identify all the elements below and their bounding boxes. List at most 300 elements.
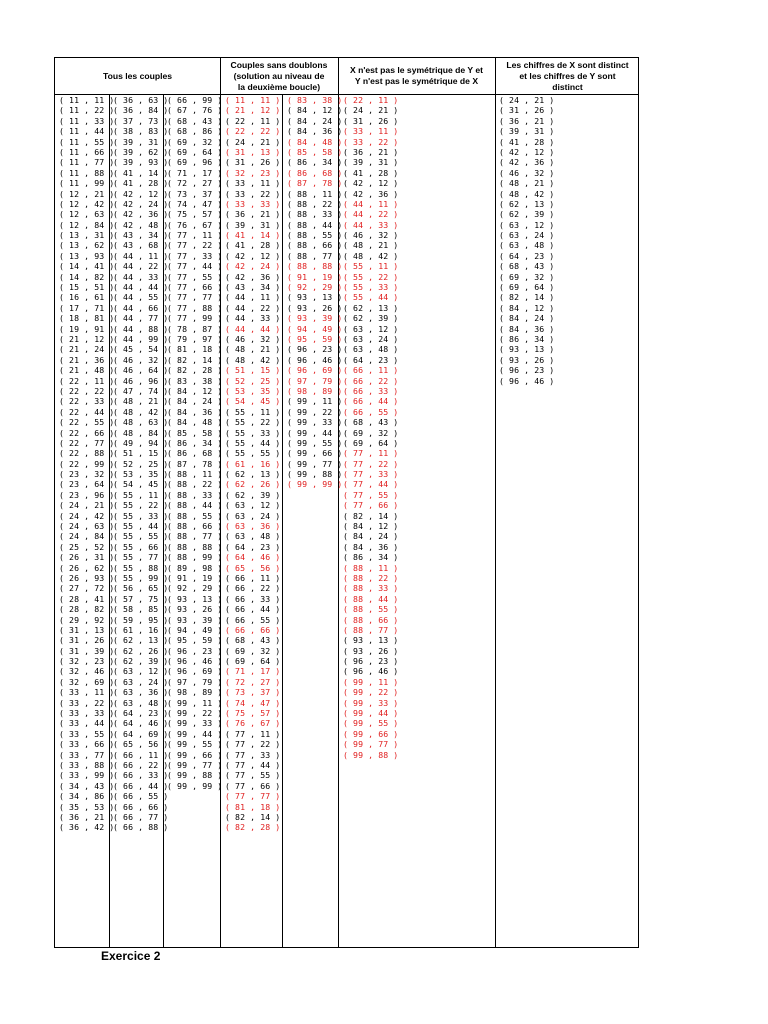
pair-cell: ( 41 , 28 ) [499, 136, 555, 147]
pair-cell: ( 86 , 68 ) [167, 448, 223, 459]
pair-cell: ( 44 , 11 ) [225, 292, 281, 303]
pair-cell: ( 88 , 77 ) [167, 531, 223, 542]
pair-cell: ( 24 , 84 ) [59, 531, 115, 542]
pair-cell: ( 68 , 43 ) [167, 115, 223, 126]
pair-cell: ( 63 , 36 ) [113, 687, 169, 698]
pair-cell: ( 39 , 31 ) [343, 157, 399, 168]
pair-cell: ( 66 , 55 ) [113, 791, 169, 802]
pair-cell: ( 39 , 31 ) [499, 126, 555, 137]
pair-cell: ( 99 , 33 ) [343, 697, 399, 708]
pair-cell: ( 88 , 11 ) [343, 562, 399, 573]
pair-cell: ( 55 , 11 ) [225, 406, 281, 417]
pair-cell: ( 69 , 32 ) [225, 645, 281, 656]
pair-cell: ( 55 , 99 ) [113, 572, 169, 583]
pair-cell: ( 86 , 34 ) [287, 157, 343, 168]
pair-cell: ( 73 , 37 ) [167, 188, 223, 199]
pair-cell: ( 14 , 41 ) [59, 261, 115, 272]
pair-cell: ( 61 , 16 ) [225, 458, 281, 469]
pair-cell: ( 96 , 46 ) [167, 656, 223, 667]
pair-cell: ( 84 , 12 ) [167, 385, 223, 396]
pair-cell: ( 55 , 44 ) [343, 292, 399, 303]
pair-cell: ( 41 , 14 ) [225, 230, 281, 241]
pair-cell: ( 77 , 44 ) [167, 261, 223, 272]
pair-cell: ( 63 , 24 ) [225, 510, 281, 521]
pair-cell: ( 99 , 11 ) [287, 396, 343, 407]
pair-cell: ( 95 , 59 ) [167, 635, 223, 646]
pair-cell: ( 96 , 23 ) [499, 365, 555, 376]
pair-cell: ( 93 , 13 ) [343, 635, 399, 646]
pair-cell: ( 64 , 69 ) [113, 728, 169, 739]
pair-cell: ( 69 , 32 ) [167, 136, 223, 147]
pair-cell: ( 31 , 26 ) [499, 105, 555, 116]
pair-cell: ( 36 , 21 ) [225, 209, 281, 220]
pair-cell: ( 26 , 93 ) [59, 572, 115, 583]
pair-cell: ( 99 , 55 ) [343, 718, 399, 729]
pair-cell: ( 32 , 46 ) [59, 666, 115, 677]
pair-cell: ( 77 , 44 ) [343, 479, 399, 490]
pair-cell: ( 64 , 46 ) [113, 718, 169, 729]
pair-cell: ( 62 , 13 ) [343, 302, 399, 313]
pair-cell: ( 43 , 68 ) [113, 240, 169, 251]
pair-cell: ( 64 , 23 ) [225, 541, 281, 552]
pair-cell: ( 48 , 42 ) [225, 354, 281, 365]
pair-cell: ( 77 , 66 ) [167, 282, 223, 293]
column-divider [495, 58, 496, 947]
pair-cell: ( 33 , 22 ) [343, 136, 399, 147]
pair-cell: ( 22 , 55 ) [59, 417, 115, 428]
header-not-symmetric: X n'est pas le symétrique de Y et Y n'est pas le symétrique de X [349, 65, 484, 86]
pair-cell: ( 77 , 33 ) [343, 469, 399, 480]
all-pairs-column-3 [167, 95, 222, 791]
pair-cell: ( 96 , 69 ) [287, 365, 343, 376]
pair-cell: ( 91 , 19 ) [287, 271, 343, 282]
pair-cell: ( 88 , 88 ) [287, 261, 343, 272]
pair-cell: ( 94 , 49 ) [287, 323, 343, 334]
pair-cell: ( 99 , 33 ) [167, 718, 223, 729]
pair-cell: ( 33 , 99 ) [59, 770, 115, 781]
pair-cell: ( 99 , 55 ) [167, 739, 223, 750]
pair-cell: ( 66 , 33 ) [113, 770, 169, 781]
pair-cell: ( 88 , 44 ) [287, 219, 343, 230]
pair-cell: ( 81 , 18 ) [167, 344, 223, 355]
pair-cell: ( 44 , 33 ) [343, 219, 399, 230]
pair-cell: ( 99 , 22 ) [167, 708, 223, 719]
pair-cell: ( 26 , 62 ) [59, 562, 115, 573]
pair-cell: ( 31 , 26 ) [343, 115, 399, 126]
pair-cell: ( 25 , 52 ) [59, 541, 115, 552]
pair-cell: ( 63 , 36 ) [225, 521, 281, 532]
pair-cell: ( 48 , 21 ) [343, 240, 399, 251]
pair-cell: ( 55 , 55 ) [113, 531, 169, 542]
pair-cell: ( 88 , 33 ) [343, 583, 399, 594]
pair-cell: ( 88 , 22 ) [287, 198, 343, 209]
pair-cell: ( 77 , 22 ) [225, 739, 281, 750]
header-row [55, 58, 638, 95]
pair-cell: ( 12 , 21 ) [59, 188, 115, 199]
pair-cell: ( 17 , 71 ) [59, 302, 115, 313]
pair-cell: ( 64 , 23 ) [499, 250, 555, 261]
pair-cell: ( 99 , 77 ) [287, 458, 343, 469]
pair-cell: ( 66 , 44 ) [113, 780, 169, 791]
pair-cell: ( 46 , 32 ) [113, 354, 169, 365]
pair-cell: ( 51 , 15 ) [113, 448, 169, 459]
pair-cell: ( 66 , 99 ) [167, 95, 223, 105]
pair-cell: ( 66 , 66 ) [113, 801, 169, 812]
pair-cell: ( 41 , 28 ) [225, 240, 281, 251]
pair-cell: ( 62 , 39 ) [225, 489, 281, 500]
pair-cell: ( 96 , 23 ) [343, 656, 399, 667]
pair-cell: ( 11 , 11 ) [59, 95, 115, 105]
pair-cell: ( 22 , 99 ) [59, 458, 115, 469]
pair-cell: ( 11 , 44 ) [59, 126, 115, 137]
pair-cell: ( 77 , 44 ) [225, 760, 281, 770]
pair-cell: ( 44 , 22 ) [343, 209, 399, 220]
pair-cell: ( 84 , 48 ) [287, 136, 343, 147]
pair-cell: ( 99 , 11 ) [167, 697, 223, 708]
pair-cell: ( 62 , 39 ) [113, 656, 169, 667]
pair-cell: ( 74 , 47 ) [225, 697, 281, 708]
pair-cell: ( 54 , 45 ) [225, 396, 281, 407]
pair-cell: ( 22 , 22 ) [225, 126, 281, 137]
pair-cell: ( 99 , 55 ) [287, 437, 343, 448]
pair-cell: ( 46 , 32 ) [343, 230, 399, 241]
pair-cell: ( 48 , 42 ) [343, 250, 399, 261]
pair-cell: ( 41 , 28 ) [113, 178, 169, 189]
pair-cell: ( 32 , 23 ) [59, 656, 115, 667]
pair-cell: ( 84 , 36 ) [287, 126, 343, 137]
pair-cell: ( 76 , 67 ) [225, 718, 281, 729]
pair-cell: ( 21 , 36 ) [59, 354, 115, 365]
pair-cell: ( 77 , 99 ) [167, 313, 223, 324]
pair-cell: ( 66 , 11 ) [343, 365, 399, 376]
pair-cell: ( 21 , 12 ) [225, 105, 281, 116]
pair-cell: ( 52 , 25 ) [113, 458, 169, 469]
pair-cell: ( 11 , 77 ) [59, 157, 115, 168]
pair-cell: ( 94 , 49 ) [167, 624, 223, 635]
pair-cell: ( 66 , 22 ) [225, 583, 281, 594]
header-all-pairs: Tous les couples [102, 70, 173, 81]
pair-cell: ( 77 , 22 ) [343, 458, 399, 469]
pair-cell: ( 24 , 21 ) [343, 105, 399, 116]
pair-cell: ( 65 , 56 ) [225, 562, 281, 573]
pair-cell: ( 59 , 95 ) [113, 614, 169, 625]
pair-cell: ( 88 , 88 ) [167, 541, 223, 552]
pair-cell: ( 29 , 92 ) [59, 614, 115, 625]
pair-cell: ( 33 , 44 ) [59, 718, 115, 729]
pair-cell: ( 52 , 25 ) [225, 375, 281, 386]
pair-cell: ( 77 , 11 ) [225, 728, 281, 739]
pair-cell: ( 62 , 39 ) [343, 313, 399, 324]
distinct-digits-column [499, 95, 554, 386]
pair-cell: ( 82 , 14 ) [167, 354, 223, 365]
pair-cell: ( 26 , 31 ) [59, 552, 115, 563]
pair-cell: ( 44 , 22 ) [225, 302, 281, 313]
pair-cell: ( 96 , 23 ) [167, 645, 223, 656]
pair-cell: ( 93 , 26 ) [167, 604, 223, 615]
pair-cell: ( 88 , 77 ) [343, 624, 399, 635]
no-duplicates-column-2 [287, 95, 342, 490]
pair-cell: ( 22 , 66 ) [59, 427, 115, 438]
pair-cell: ( 21 , 24 ) [59, 344, 115, 355]
pair-cell: ( 55 , 22 ) [113, 500, 169, 511]
pair-cell: ( 88 , 44 ) [167, 500, 223, 511]
pair-cell: ( 99 , 44 ) [343, 708, 399, 719]
pair-cell: ( 58 , 85 ) [113, 604, 169, 615]
pair-cell: ( 62 , 13 ) [225, 469, 281, 480]
pair-cell: ( 13 , 93 ) [59, 250, 115, 261]
pair-cell: ( 31 , 13 ) [59, 624, 115, 635]
pair-cell: ( 44 , 77 ) [113, 313, 169, 324]
pair-cell: ( 42 , 36 ) [343, 188, 399, 199]
pair-cell: ( 68 , 43 ) [225, 635, 281, 646]
pair-cell: ( 35 , 53 ) [59, 801, 115, 812]
pair-cell: ( 99 , 66 ) [287, 448, 343, 459]
pair-cell: ( 24 , 21 ) [225, 136, 281, 147]
pair-cell: ( 22 , 22 ) [59, 385, 115, 396]
pair-cell: ( 73 , 37 ) [225, 687, 281, 698]
pair-cell: ( 48 , 21 ) [113, 396, 169, 407]
pair-cell: ( 48 , 21 ) [225, 344, 281, 355]
pair-cell: ( 12 , 63 ) [59, 209, 115, 220]
pair-cell: ( 68 , 86 ) [167, 126, 223, 137]
pair-cell: ( 63 , 48 ) [113, 697, 169, 708]
pair-cell: ( 23 , 96 ) [59, 489, 115, 500]
pair-cell: ( 47 , 74 ) [113, 385, 169, 396]
pair-cell: ( 19 , 91 ) [59, 323, 115, 334]
pair-cell: ( 97 , 79 ) [167, 676, 223, 687]
pair-cell: ( 84 , 36 ) [343, 541, 399, 552]
pair-cell: ( 11 , 55 ) [59, 136, 115, 147]
pair-cell: ( 93 , 26 ) [287, 302, 343, 313]
pair-cell: ( 72 , 27 ) [167, 178, 223, 189]
pair-cell: ( 63 , 12 ) [499, 219, 555, 230]
pair-cell: ( 66 , 11 ) [225, 572, 281, 583]
pair-cell: ( 69 , 64 ) [499, 282, 555, 293]
pair-cell: ( 55 , 77 ) [113, 552, 169, 563]
pair-cell: ( 79 , 97 ) [167, 333, 223, 344]
pair-cell: ( 22 , 33 ) [59, 396, 115, 407]
pair-cell: ( 63 , 12 ) [225, 500, 281, 511]
pair-cell: ( 13 , 31 ) [59, 230, 115, 241]
pair-cell: ( 84 , 24 ) [287, 115, 343, 126]
pair-cell: ( 39 , 93 ) [113, 157, 169, 168]
pair-cell: ( 46 , 96 ) [113, 375, 169, 386]
pair-cell: ( 96 , 46 ) [343, 666, 399, 677]
pair-cell: ( 34 , 43 ) [59, 780, 115, 791]
pair-cell: ( 62 , 39 ) [499, 209, 555, 220]
pair-cell: ( 66 , 44 ) [225, 604, 281, 615]
pair-cell: ( 42 , 36 ) [225, 271, 281, 282]
pair-cell: ( 42 , 24 ) [113, 198, 169, 209]
pair-cell: ( 77 , 55 ) [167, 271, 223, 282]
pair-cell: ( 82 , 14 ) [499, 292, 555, 303]
pair-cell: ( 55 , 44 ) [225, 437, 281, 448]
pair-cell: ( 32 , 23 ) [225, 167, 281, 178]
pair-cell: ( 44 , 88 ) [113, 323, 169, 334]
pair-cell: ( 41 , 14 ) [113, 167, 169, 178]
pair-cell: ( 93 , 13 ) [499, 344, 555, 355]
pair-cell: ( 37 , 73 ) [113, 115, 169, 126]
pair-cell: ( 63 , 12 ) [343, 323, 399, 334]
pair-cell: ( 76 , 67 ) [167, 219, 223, 230]
pair-cell: ( 99 , 88 ) [287, 469, 343, 480]
pair-cell: ( 22 , 11 ) [343, 95, 399, 105]
pair-cell: ( 48 , 63 ) [113, 417, 169, 428]
pair-cell: ( 97 , 79 ) [287, 375, 343, 386]
pair-cell: ( 66 , 44 ) [343, 396, 399, 407]
pair-cell: ( 98 , 89 ) [167, 687, 223, 698]
pair-cell: ( 33 , 11 ) [225, 178, 281, 189]
pair-cell: ( 88 , 77 ) [287, 250, 343, 261]
pair-cell: ( 84 , 36 ) [167, 406, 223, 417]
pair-cell: ( 62 , 13 ) [113, 635, 169, 646]
pair-cell: ( 12 , 42 ) [59, 198, 115, 209]
pair-cell: ( 36 , 21 ) [59, 811, 115, 822]
pair-cell: ( 66 , 55 ) [343, 406, 399, 417]
pair-cell: ( 63 , 48 ) [499, 240, 555, 251]
pair-cell: ( 84 , 12 ) [287, 105, 343, 116]
pair-cell: ( 96 , 23 ) [287, 344, 343, 355]
pair-cell: ( 21 , 48 ) [59, 365, 115, 376]
pair-cell: ( 33 , 11 ) [343, 126, 399, 137]
pair-cell: ( 44 , 66 ) [113, 302, 169, 313]
pair-cell: ( 88 , 33 ) [167, 489, 223, 500]
pair-cell: ( 36 , 42 ) [59, 822, 115, 833]
pair-cell: ( 77 , 55 ) [343, 489, 399, 500]
pair-cell: ( 11 , 22 ) [59, 105, 115, 116]
pair-cell: ( 43 , 34 ) [225, 282, 281, 293]
column-divider [282, 94, 283, 947]
pair-cell: ( 11 , 88 ) [59, 167, 115, 178]
pair-cell: ( 22 , 44 ) [59, 406, 115, 417]
pair-cell: ( 48 , 21 ) [499, 178, 555, 189]
pair-cell: ( 46 , 32 ) [499, 167, 555, 178]
pair-cell: ( 44 , 11 ) [113, 250, 169, 261]
pair-cell: ( 55 , 11 ) [113, 489, 169, 500]
pair-cell: ( 69 , 32 ) [343, 427, 399, 438]
pair-cell: ( 11 , 99 ) [59, 178, 115, 189]
pair-cell: ( 27 , 72 ) [59, 583, 115, 594]
pair-cell: ( 64 , 23 ) [113, 708, 169, 719]
pair-cell: ( 42 , 36 ) [113, 209, 169, 220]
pair-cell: ( 55 , 22 ) [225, 417, 281, 428]
pair-cell: ( 72 , 27 ) [225, 676, 281, 687]
pair-cell: ( 89 , 98 ) [167, 562, 223, 573]
pair-cell: ( 24 , 42 ) [59, 510, 115, 521]
pair-cell: ( 88 , 44 ) [343, 593, 399, 604]
pair-cell: ( 43 , 34 ) [113, 230, 169, 241]
pair-cell: ( 28 , 82 ) [59, 604, 115, 615]
pair-cell: ( 93 , 39 ) [167, 614, 223, 625]
pair-cell: ( 99 , 99 ) [167, 780, 223, 791]
pair-cell: ( 69 , 64 ) [167, 146, 223, 157]
pair-cell: ( 66 , 11 ) [113, 749, 169, 760]
pair-cell: ( 85 , 58 ) [287, 146, 343, 157]
pair-cell: ( 49 , 94 ) [113, 437, 169, 448]
pair-cell: ( 62 , 26 ) [113, 645, 169, 656]
pair-cell: ( 61 , 16 ) [113, 624, 169, 635]
pair-cell: ( 38 , 83 ) [113, 126, 169, 137]
pair-cell: ( 48 , 84 ) [113, 427, 169, 438]
pair-cell: ( 88 , 55 ) [343, 604, 399, 615]
pair-cell: ( 54 , 45 ) [113, 479, 169, 490]
pair-cell: ( 99 , 22 ) [287, 406, 343, 417]
pair-cell: ( 21 , 12 ) [59, 333, 115, 344]
pair-cell: ( 44 , 11 ) [343, 198, 399, 209]
pair-cell: ( 88 , 66 ) [287, 240, 343, 251]
pair-cell: ( 93 , 13 ) [167, 593, 223, 604]
pair-cell: ( 48 , 42 ) [113, 406, 169, 417]
pair-cell: ( 66 , 66 ) [225, 624, 281, 635]
pair-cell: ( 32 , 69 ) [59, 676, 115, 687]
pair-cell: ( 55 , 22 ) [343, 271, 399, 282]
pair-cell: ( 96 , 46 ) [287, 354, 343, 365]
pair-cell: ( 14 , 82 ) [59, 271, 115, 282]
pair-cell: ( 46 , 64 ) [113, 365, 169, 376]
pair-cell: ( 41 , 28 ) [343, 167, 399, 178]
pair-cell: ( 99 , 33 ) [287, 417, 343, 428]
pair-cell: ( 28 , 41 ) [59, 593, 115, 604]
pair-cell: ( 44 , 33 ) [225, 313, 281, 324]
pair-cell: ( 77 , 33 ) [167, 250, 223, 261]
exercise-title: Exercice 2 [101, 949, 161, 963]
pair-cell: ( 99 , 77 ) [343, 739, 399, 750]
pair-cell: ( 93 , 26 ) [343, 645, 399, 656]
pair-cell: ( 31 , 39 ) [59, 645, 115, 656]
header-distinct-digits: Les chiffres de X sont distinct et les chiffres de Y sont distinct [506, 59, 629, 92]
pair-cell: ( 22 , 11 ) [225, 115, 281, 126]
pair-cell: ( 99 , 11 ) [343, 676, 399, 687]
pair-cell: ( 44 , 44 ) [113, 282, 169, 293]
pair-cell: ( 74 , 47 ) [167, 198, 223, 209]
pair-cell: ( 63 , 48 ) [225, 531, 281, 542]
pair-cell: ( 88 , 66 ) [167, 521, 223, 532]
pair-cell: ( 63 , 24 ) [113, 676, 169, 687]
pair-cell: ( 64 , 46 ) [225, 552, 281, 563]
pair-cell: ( 96 , 69 ) [167, 666, 223, 677]
pair-cell: ( 99 , 22 ) [343, 687, 399, 698]
pair-cell: ( 44 , 99 ) [113, 333, 169, 344]
pair-cell: ( 82 , 14 ) [343, 510, 399, 521]
pair-cell: ( 93 , 39 ) [287, 313, 343, 324]
pair-cell: ( 44 , 22 ) [113, 261, 169, 272]
pair-cell: ( 88 , 22 ) [167, 479, 223, 490]
pair-cell: ( 11 , 11 ) [225, 95, 281, 105]
pair-cell: ( 39 , 31 ) [113, 136, 169, 147]
pair-cell: ( 57 , 75 ) [113, 593, 169, 604]
pair-cell: ( 77 , 33 ) [225, 749, 281, 760]
pair-cell: ( 84 , 24 ) [499, 313, 555, 324]
pair-cell: ( 99 , 66 ) [167, 749, 223, 760]
pair-cell: ( 66 , 33 ) [225, 593, 281, 604]
pair-cell: ( 93 , 26 ) [499, 354, 555, 365]
pair-cell: ( 99 , 88 ) [167, 770, 223, 781]
pair-cell: ( 36 , 63 ) [113, 95, 169, 105]
pair-cell: ( 63 , 48 ) [343, 344, 399, 355]
pair-cell: ( 64 , 23 ) [343, 354, 399, 365]
all-pairs-column-1 [59, 95, 114, 833]
pair-cell: ( 63 , 24 ) [343, 333, 399, 344]
pair-cell: ( 63 , 24 ) [499, 230, 555, 241]
pair-cell: ( 88 , 99 ) [167, 552, 223, 563]
pair-cell: ( 42 , 12 ) [225, 250, 281, 261]
pair-cell: ( 55 , 33 ) [113, 510, 169, 521]
pair-cell: ( 87 , 78 ) [287, 178, 343, 189]
pair-cell: ( 42 , 48 ) [113, 219, 169, 230]
pair-cell: ( 69 , 64 ) [343, 437, 399, 448]
pair-cell: ( 69 , 64 ) [225, 656, 281, 667]
pair-cell: ( 44 , 55 ) [113, 292, 169, 303]
